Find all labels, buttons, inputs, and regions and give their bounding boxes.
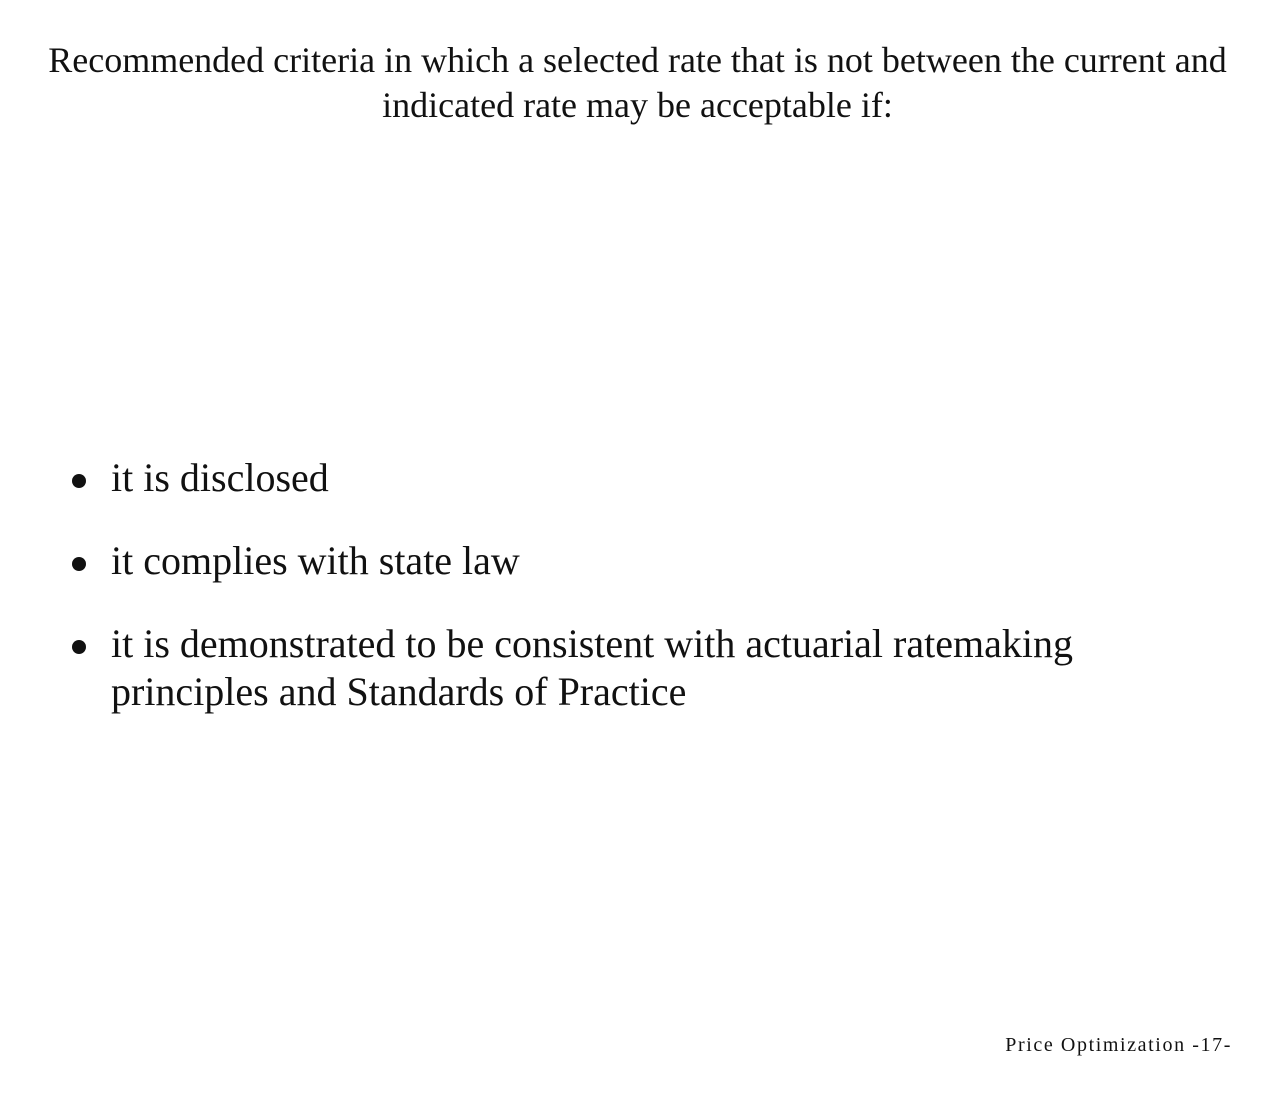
bullet-item-disclosed bbox=[68, 454, 1228, 502]
bullet-text: it is disclosed bbox=[111, 455, 329, 500]
bullet-dot-icon bbox=[72, 474, 86, 488]
bullet-text: it complies with state law bbox=[111, 538, 520, 583]
bullet-text: it is demonstrated to be consistent with actuarial ratemaking principles and Standards of Practice bbox=[111, 621, 1073, 714]
slide-footer: Price Optimization -17- bbox=[1005, 1034, 1232, 1056]
bullet-item-state-law bbox=[68, 537, 1228, 585]
bullet-dot-icon bbox=[72, 640, 86, 654]
bullet-item-actuarial-principles bbox=[68, 620, 1228, 716]
bullet-dot-icon bbox=[72, 557, 86, 571]
slide-title: Recommended criteria in which a selected rate that is not between the current and indicated rate may be acceptable if: bbox=[48, 40, 1227, 125]
bullet-list bbox=[68, 454, 1228, 751]
